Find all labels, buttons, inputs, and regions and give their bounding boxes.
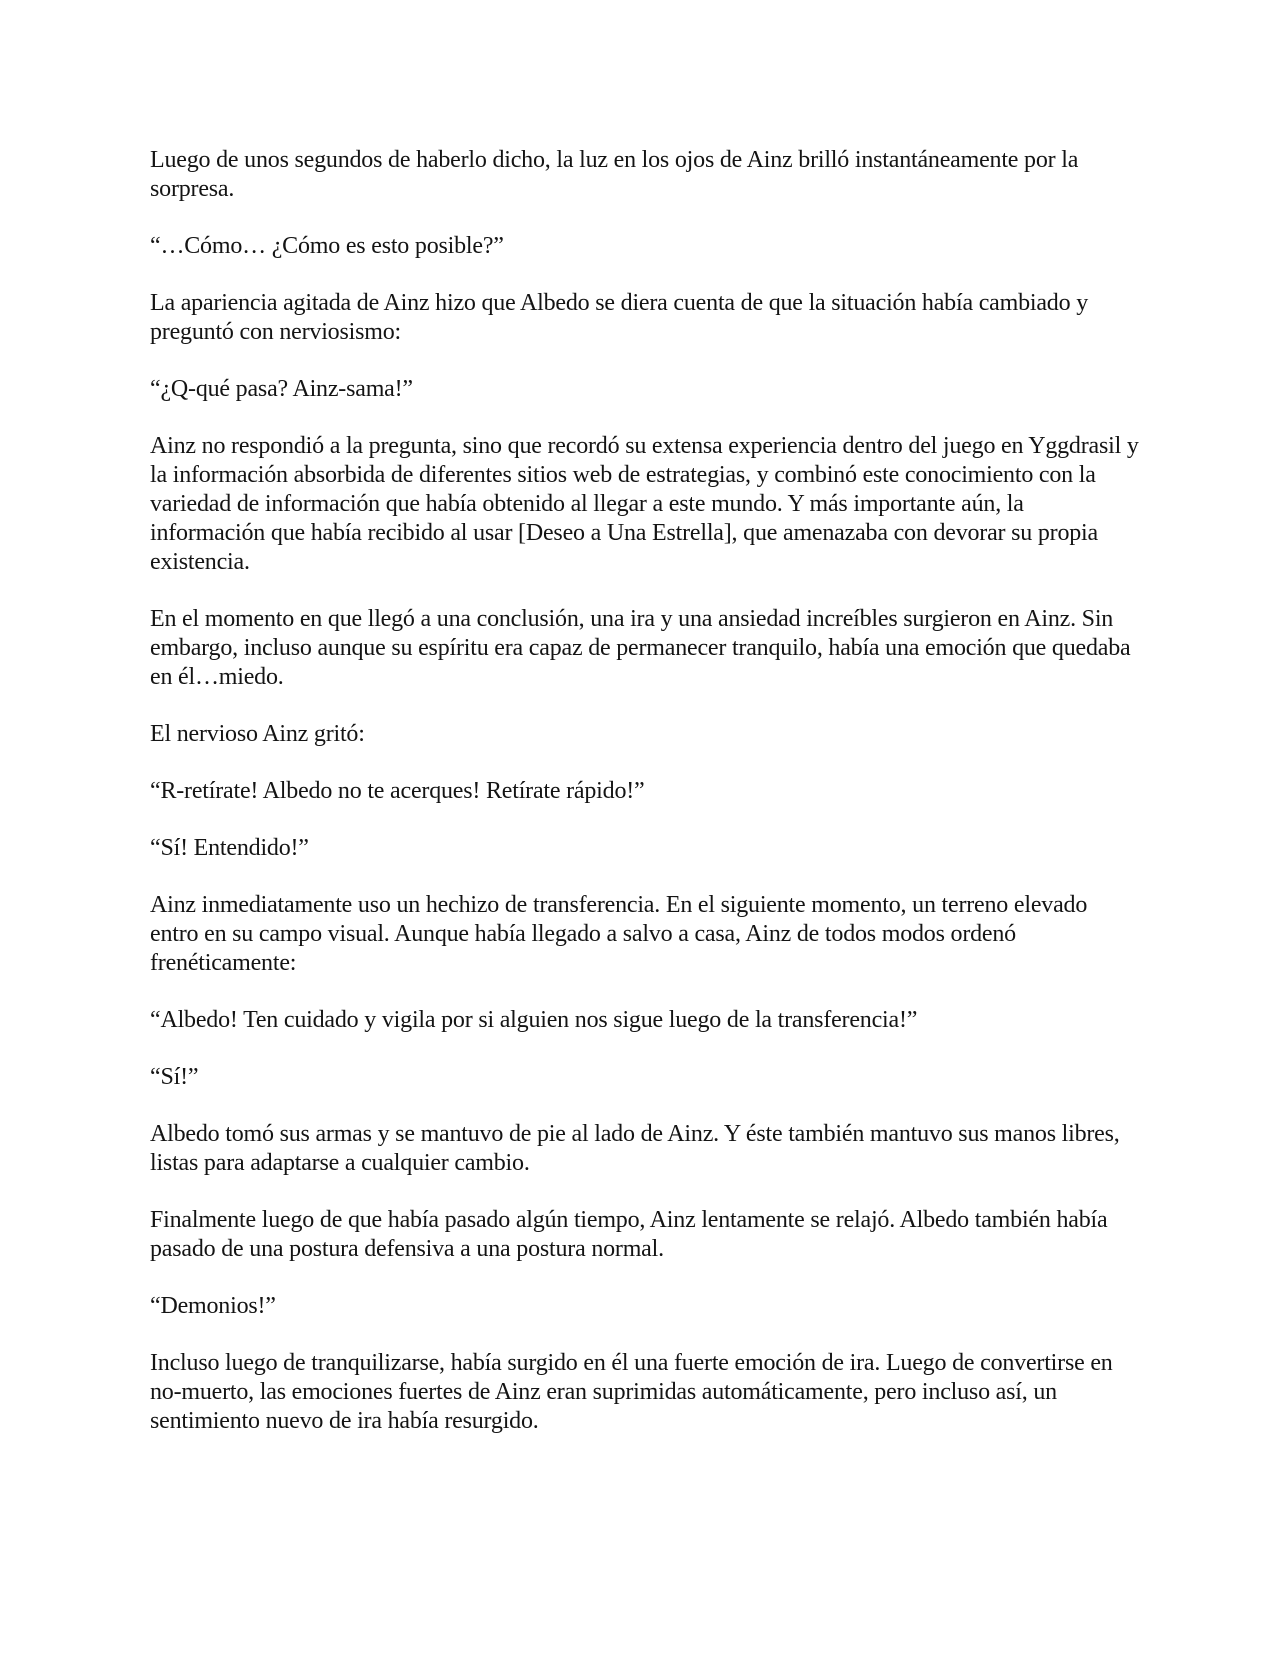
paragraph-14: Finalmente luego de que había pasado algún tiempo, Ainz lentamente se relajó. Albedo también había pasado de una postura defensiva a una postura normal. — [150, 1207, 1108, 1262]
paragraph-15: “Demonios!” — [150, 1293, 276, 1319]
paragraph-7: El nervioso Ainz gritó: — [150, 721, 365, 747]
document-page — [150, 146, 1140, 1464]
paragraph-11: “Albedo! Ten cuidado y vigila por si alguien nos sigue luego de la transferencia!” — [150, 1007, 918, 1033]
paragraph-2: “…Cómo… ¿Cómo es esto posible?” — [150, 233, 504, 259]
paragraph-10: Ainz inmediatamente uso un hechizo de transferencia. En el siguiente momento, un terreno elevado entro en su campo visual. Aunque había llegado a salvo a casa, Ainz de todos modos ordenó frenéticamente: — [150, 892, 1088, 976]
paragraph-3: La apariencia agitada de Ainz hizo que Albedo se diera cuenta de que la situación había cambiado y preguntó con nerviosismo: — [150, 290, 1088, 345]
paragraph-16: Incluso luego de tranquilizarse, había surgido en él una fuerte emoción de ira. Luego de convertirse en no-muerto, las emociones fuertes de Ainz eran suprimidas automáticamente, pero incluso así, un sentimiento nuevo de ira había resurgido. — [150, 1350, 1113, 1434]
paragraph-1: Luego de unos segundos de haberlo dicho, la luz en los ojos de Ainz brilló instantáneamente por la sorpresa. — [150, 147, 1079, 202]
paragraph-9: “Sí! Entendido!” — [150, 835, 309, 861]
paragraph-4: “¿Q-qué pasa? Ainz-sama!” — [150, 376, 413, 402]
paragraph-6: En el momento en que llegó a una conclusión, una ira y una ansiedad increíbles surgieron en Ainz. Sin embargo, incluso aunque su espíritu era capaz de permanecer tranquilo, había una emoción que quedaba en él…miedo. — [150, 606, 1131, 690]
paragraph-8: “R-retírate! Albedo no te acerques! Retírate rápido!” — [150, 778, 645, 804]
paragraph-13: Albedo tomó sus armas y se mantuvo de pie al lado de Ainz. Y éste también mantuvo sus manos libres, listas para adaptarse a cualquier cambio. — [150, 1121, 1120, 1176]
paragraph-5: Ainz no respondió a la pregunta, sino que recordó su extensa experiencia dentro del juego en Yggdrasil y la información absorbida de diferentes sitios web de estrategias, y combinó este conocimiento con la variedad de información que había obtenido al llegar a este mundo. Y más importante aún, la información que había recibido al usar [Deseo a Una Estrella], que amenazaba con devorar su propia existencia. — [150, 433, 1139, 575]
paragraph-12: “Sí!” — [150, 1064, 199, 1090]
